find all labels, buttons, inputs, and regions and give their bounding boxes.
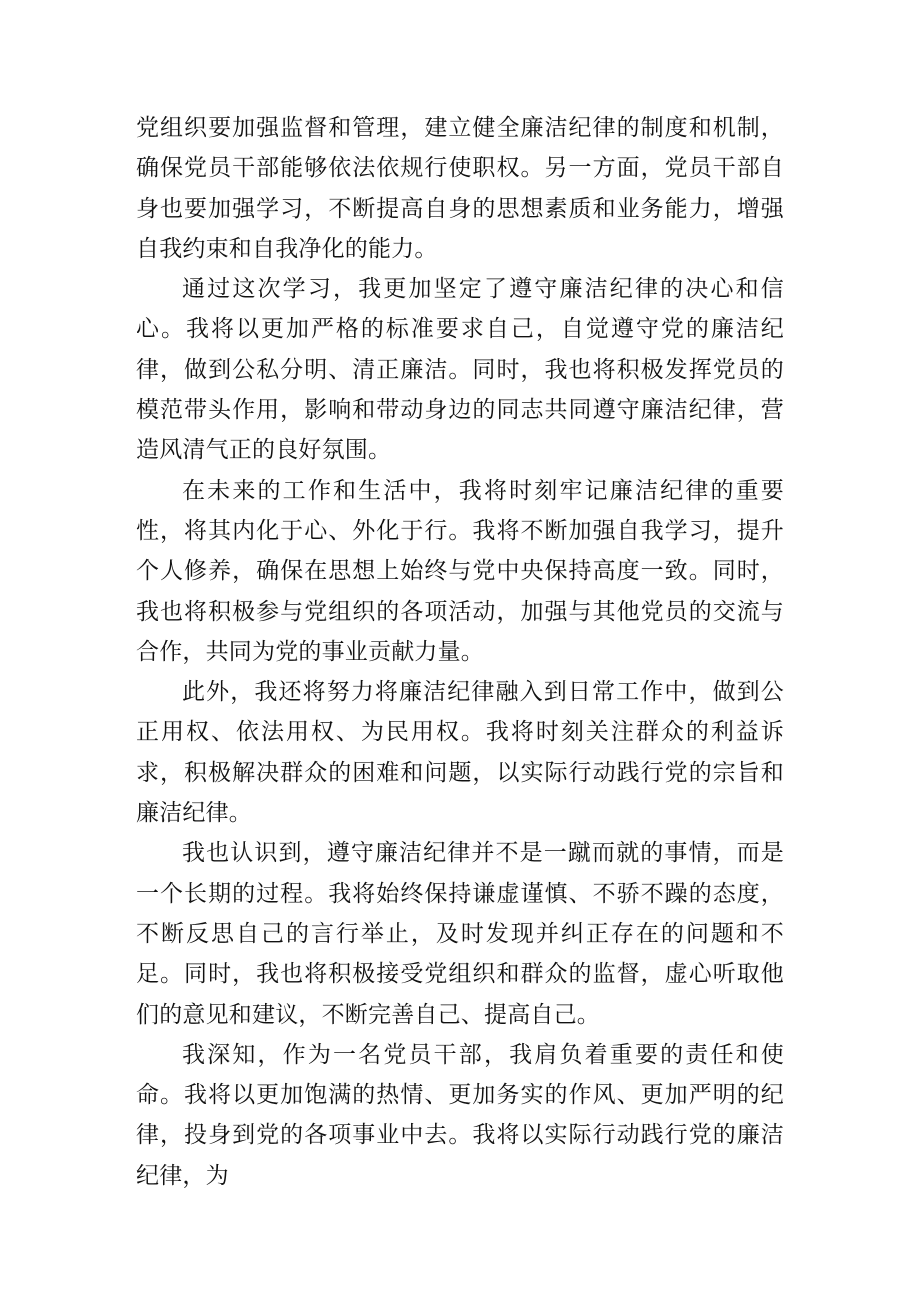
paragraph-5: 我也认识到，遵守廉洁纪律并不是一蹴而就的事情，而是一个长期的过程。我将始终保持谦虚谨慎、不骄不躁的态度，不断反思自己的言行举止，及时发现并纠正存在的问题和不足。同时，我也将积极接受党组织和群众的监督，虚心听取他们的意见和建议，不断完善自己、提高自己。 (136, 840, 784, 1028)
document-body (136, 108, 784, 1196)
paragraph-6: 我深知，作为一名党员干部，我肩负着重要的责任和使命。我将以更加饱满的热情、更加务实的作风、更加严明的纪律，投身到党的各项事业中去。我将以实际行动践行党的廉洁纪律，为 (136, 1041, 784, 1189)
paragraph-1: 党组织要加强监督和管理，建立健全廉洁纪律的制度和机制，确保党员干部能够依法依规行使职权。另一方面，党员干部自身也要加强学习，不断提高自身的思想素质和业务能力，增强自我约束和自我净化的能力。 (136, 115, 784, 262)
paragraph-4: 此外，我还将努力将廉洁纪律融入到日常工作中，做到公正用权、依法用权、为民用权。我将时刻关注群众的利益诉求，积极解决群众的困难和问题，以实际行动践行党的宗旨和廉洁纪律。 (136, 679, 784, 827)
paragraph-3: 在未来的工作和生活中，我将时刻牢记廉洁纪律的重要性，将其内化于心、外化于行。我将不断加强自我学习，提升个人修养，确保在思想上始终与党中央保持高度一致。同时，我也将积极参与党组织的各项活动，加强与其他党员的交流与合作，共同为党的事业贡献力量。 (136, 477, 784, 665)
paragraph-2: 通过这次学习，我更加坚定了遵守廉洁纪律的决心和信心。我将以更加严格的标准要求自己，自觉遵守党的廉洁纪律，做到公私分明、清正廉洁。同时，我也将积极发挥党员的模范带头作用，影响和带动身边的同志共同遵守廉洁纪律，营造风清气正的良好氛围。 (136, 276, 784, 464)
